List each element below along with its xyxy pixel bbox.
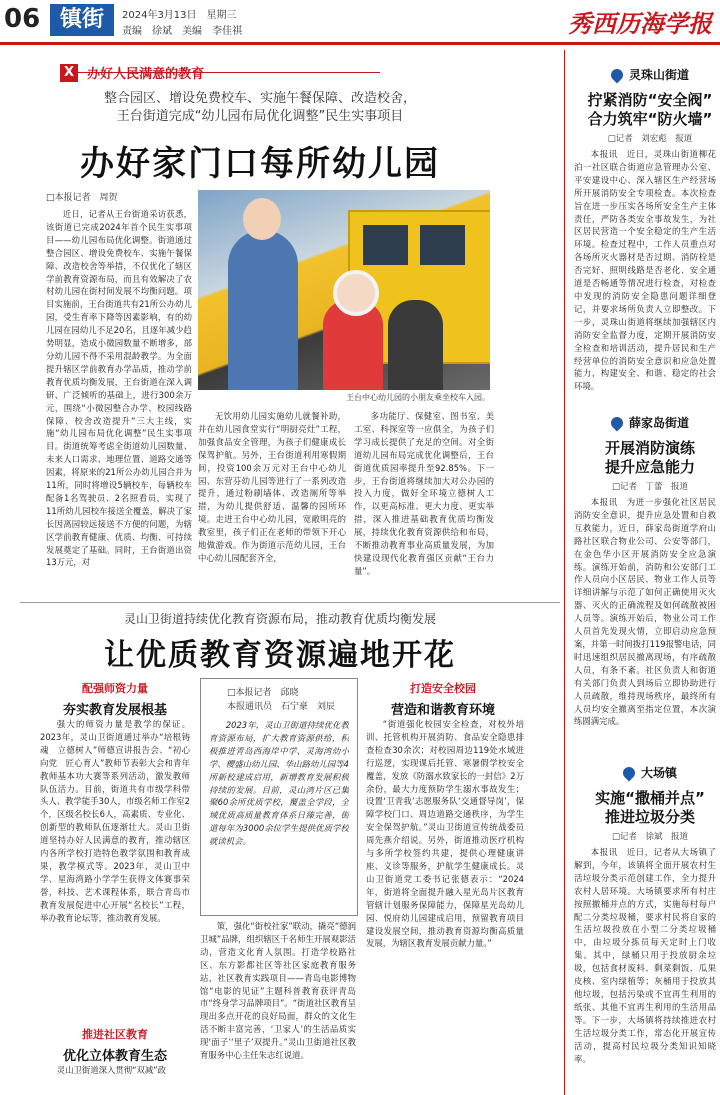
sidebar-title-line-2: 提升应急能力 — [604, 458, 695, 476]
section-label: 镇街 — [50, 4, 114, 36]
story2-deck: 灵山卫街道持续优化教育资源布局，推动教育优质均衡发展 — [123, 612, 436, 626]
sidebar-title-line-1: 开展消防演练 — [604, 439, 695, 457]
deck-line-2: 王台街道完成“幼儿园布局优化调整”民生实事项目 — [116, 109, 404, 124]
story1-column-3: 多功能厅、保健室、图书室、美工室、科探室等一应俱全，为孩子们学习成长提供了充足的空间。对全街道幼儿园布局完成优化调整后，王台街道优质园率提升至92.85%。下一步，王台街道将继续加大对公办园的投入力度，做好全环境立德树人工作，以更高标准、更大力度、更实举措，深入推进基础教育优质均衡发展，持续优化教育资源供给和布局，不断推动教育事业高质量发展，为加快建设现代化教育强区贡献“王台力量”。 — [354, 411, 494, 576]
sidebar-item-1-head — [580, 66, 720, 144]
story2-column-a: 强大的师资力量是教学的保证。2023年，灵山卫街道通过举办“培根铸魂 立德树人”师德宣讲报告会、“初心向党 匠心育人”教师节表彰大会和青年教师基本功大赛等系列活动，激发教师队伍活力。目前，街道共有市级学科带头人、教学能手30人，市级名师工作室2个，区级名校长6人，高素质、专业化、创新型的教师队伍逐渐壮大。灵山卫街道坚持办好人民满意的教育，推动辖区内各所学校打造特色教学氛围和教育成果，教学模式等。2023年，灵山卫中学、星海湾路小学学生获得文体赛事荣誉，科技、艺术课程体系，联合青岛市教育发展促进中心开展“名校长”工程，举办教育论坛等，推动教育发展。 — [40, 719, 190, 923]
story2-byline-correspondent: 本报通讯员 石宁豪 刘辰 — [227, 702, 336, 712]
story1-deck — [60, 90, 460, 126]
kicker-mark: X — [60, 64, 78, 82]
story2-intro: 2023年，灵山卫街道持续优化教育资源布局，扩大教育资源供给，积极推进青岛西海岸中学、灵海湾幼小学、樱盛山幼儿园、华山路幼儿园等4所新校建成启用，新增教育发展积极持续的发展。目前，灵山湾片区已集聚60余所优质学校，覆盖全学段，全域优质高质量教育体系日臻完善，街道每年为3000余位学生提供优质学校就读机会。 — [209, 720, 349, 847]
story2-column-c: “街道强化校园安全检查，对校外培训、托管机构开展消防、食品安全隐患排查检查30余次；对校园周边119处水域进行巡逻，实现课后托管、寒暑假学校安全覆盖，发放《防溺水致家长的一封信》2万余份，最大力度预防学生溺水事故发生；设置‘卫青我’志愿服务队‘交通督导岗’，保障学校门口、周边道路交通秩序，为学生安全保驾护航。”灵山卫街道宣传统战委员周先燕介绍说。另外，街道推动医疗机构与多所学校签约共建，提供心理健康讲座、义诊等服务，护航学生健康成长。灵山卫街道党工委书记张德表示：“2024年，街道将全面提升融入星光岛片区教育管辖计划服务保障能力，保障星光岛幼儿园、悦府幼儿园建成启用，预留教育项目建设发展空间，推动教育资源均衡高质量发展，为辖区教育发展贡献力量。” — [366, 719, 524, 949]
story1-column-1: 近日，记者从王台街道采访获悉，该街道已完成2024年首个民生实事项目——幼儿园布局优化调整。街道通过整合园区、增设免费校车、实施午餐保障、改造校舍等举措，不仅优化了辖区学前教育资源布局，而且有效解决了农村幼儿园在街村间发展不均衡问题。项目实施前，王台街道共有21所公办幼儿园，受生育率下降等因素影响，有的幼儿园在园幼儿不足20名，且逐年减少趋势明显，造成小微园数量不断增多，部分幼儿园不得不采用混龄教学。为全面提升辖区学前教育办学品质，推动学前教育优质均衡发展，王台街道在深入调研、广泛倾听的基础上，进行300余万元，围绕“小微园整合办学、校园线路保障、校舍改造提升”三大主线，实施“幼儿园布局优化调整”民生实事项目。街道统筹考虑全街道幼儿园数量、未来人口需求、地理位置、道路交通等因素，将原来的21所公办幼儿园合并为11所，同时将增设5辆校车，每辆校车配备1名驾驶员、2名照看员，实现了11所幼儿园校车接送全覆盖，解决了家长因离园较远接送不方便的问题，为辖区学前教育健康、优质、均衡、可持续发展奠定了基础。同时，王台街道出资13万元，对 — [46, 209, 192, 568]
sidebar-item-2-head — [580, 414, 720, 492]
editor-credits: 责编 徐斌 美编 李佳祺 — [122, 26, 242, 37]
sidebar-item-1-body: 本报讯 近日，灵珠山街道柳花泊一社区联合街道应急管理办公室、平安建设中心、深入辖区生产经营场所开展消防安全专项检查。本次检查旨在进一步压实各场所安全生产主体责任，严防各类安全事故发生，为社区居民营造一个安全稳定的生产生活环境。检查过程中，工作人员重点对各场所灭火器材是否过期、消防栓是否完好、照明线路是否老化、安全通道是否畅通等情况进行检查，对检查中发现的消防安全隐患问题详细登记，并要求场所负责人立即整改。下一步，灵珠山街道将继续加强辖区内消防安全监督力度，定期开展消防安全检查和培训活动，提升居民和生产经营单位的消防安全意识和应急处置能力，构建安全、和谐、稳定的社会环境。 — [574, 149, 716, 392]
map-pin-icon — [608, 414, 625, 431]
subhead-community — [40, 1026, 190, 1064]
sidebar-byline: □记者 丁蕾 报道 — [611, 482, 689, 492]
subhead-safety-kicker: 打造安全校园 — [410, 682, 476, 695]
issue-date: 2024年3月13日 星期三 — [122, 10, 237, 21]
page-number: 06 — [4, 4, 41, 34]
sidebar-item-2-body: 本报讯 为进一步强化社区居民消防安全意识，提升应急处置和自救互救能力，近日，薛家岛街道学府山路社区联合物业公司、公安等部门，在金色华小区开展消防安全应急演练。演练开始前，消防和公安部门工作人员向小区居民、物业工作人员等详细讲解与示范了如何正确使用灭火器、灭火的正确流程及如何疏散被困人员等。演练开始后，物业公司工作人员首先发现火情，立即启动应急预案，并第一时间拨打119报警电话，同时迅速组织居民撤离现场，有序疏散人员，有条不紊。社区负责人和街道有关部门负责人到场后立即协助进行人员疏散，维持现场秩序，最终所有人员均安全撤离至指定位置，本次演练圆满完成。 — [574, 497, 716, 727]
sidebar-title-line-2: 推进垃圾分类 — [604, 808, 695, 826]
sidebar-byline: □记者 徐斌 报道 — [611, 832, 689, 842]
story1-kicker — [60, 62, 380, 84]
story2-column-b: 策，强化“街校社家”联动，撬亮“德润卫城”品牌，组织辖区千名师生开展观影活动，营造文化育人氛围。打造学校路社区、东方影都社区等社区家庭教育服务站，社区教育实践项目——青岛电影博物馆“电影的见证”主题科普教育获评青岛市“终身学习品牌项目”。“街道社区教育呈现出多点开花的良好局面，群众的文化生活不断丰富完善，‘卫家人’的生活品质实现‘面子’‘里子’双提升。”灵山卫街道社区教育服务中心主任朱志红说道。 — [200, 921, 356, 1061]
location-name: 灵珠山街道 — [628, 68, 689, 82]
sidebar-title-line-1: 实施“撒桶并点” — [595, 789, 705, 807]
kindergarten-bus-photo — [198, 190, 490, 390]
map-pin-icon — [620, 764, 637, 781]
subhead-teachers-title: 夯实教育发展根基 — [62, 703, 167, 718]
story1-headline: 办好家门口每所幼儿园 — [80, 144, 440, 184]
subhead-safety-title: 营造和谐教育环境 — [390, 703, 495, 718]
page-header — [0, 0, 720, 45]
location-tag — [580, 414, 720, 431]
sidebar-title-line-2: 合力筑牢“防火墙” — [587, 110, 713, 128]
sidebar-item-3-body: 本报讯 近日，记者从大场镇了解到，今年，该镇将全面开展农村生活垃圾分类示范创建工作，全力提升农村人居环境。大场镇要求所有村庄按照撤桶并点的方式，实施每村每户配二分类垃圾桶，要求村民将自家的生活垃圾投放在小型二分类垃圾桶中，由垃圾分拣员每天定时上门收集。其中，绿桶只用于投放厨余垃圾，包括食材废料、剩菜剩饭、瓜果皮核、室内绿植等；灰桶用于投放其他垃圾，包括污染或不宜再生利用的纸张、其他不宜再生利用的生活用品等。下一步，大场镇将持续推进农村生活垃圾分类工作，常态化开展宣传活动，提高村民垃圾分类知识知晓率。 — [574, 847, 716, 1064]
story2-byline-reporter: □本报记者 邱晓 — [227, 688, 299, 698]
deck-line-1: 整合园区、增设免费校车、实施午餐保障、改造校舍， — [103, 91, 416, 106]
subhead-teachers-kicker: 配强师资力量 — [82, 682, 148, 695]
subhead-safety — [368, 680, 518, 718]
location-name: 大场镇 — [640, 766, 677, 780]
kicker-text: 办好人民满意的教育 — [87, 67, 205, 82]
story2-headline: 让优质教育资源遍地开花 — [104, 638, 456, 673]
masthead-logo: 秀西历海学报 — [568, 9, 712, 38]
sidebar-byline: □记者 刘宏彪 报道 — [607, 134, 693, 144]
location-name: 薛家岛街道 — [628, 416, 689, 430]
map-pin-icon — [608, 66, 625, 83]
subhead-community-title: 优化立体教育生态 — [62, 1049, 167, 1064]
subhead-community-kicker: 推进社区教育 — [82, 1028, 148, 1041]
location-tag — [580, 764, 720, 781]
story-divider — [20, 602, 560, 603]
story2-intro-box — [200, 678, 358, 916]
sidebar-item-3-head — [580, 764, 720, 842]
sidebar-title-line-1: 拧紧消防“安全阀” — [587, 91, 713, 109]
location-tag — [580, 66, 720, 83]
photo-caption: 王台中心幼儿园的小朋友乘坐校车入园。 — [346, 393, 490, 402]
story1-byline: □本报记者 周贺 — [46, 193, 118, 203]
story2-column-a-tail: 灵山卫街道深入贯彻“双减”政 — [56, 1065, 166, 1075]
subhead-teachers — [40, 680, 190, 718]
story1-column-2: 无饮用幼儿园实施幼儿就餐补助，并在幼儿园食堂实行“明厨亮灶”工程，加强食品安全管理，为孩子们健康成长保驾护航。另外，王台街道利用寒假期间，投资100余万元对王台中心幼儿园、东营芬幼儿园等进行了一系列改造提升，通过粉刷墙体、改造厕所等举措，为幼儿提供舒适、温馨的园所环境。走进王台中心幼儿园，宽敞明亮的教室里，孩子们正在老师的带领下开心地做游戏。作为街道示范幼儿园，王台中心幼儿园配套齐全， — [198, 411, 346, 563]
